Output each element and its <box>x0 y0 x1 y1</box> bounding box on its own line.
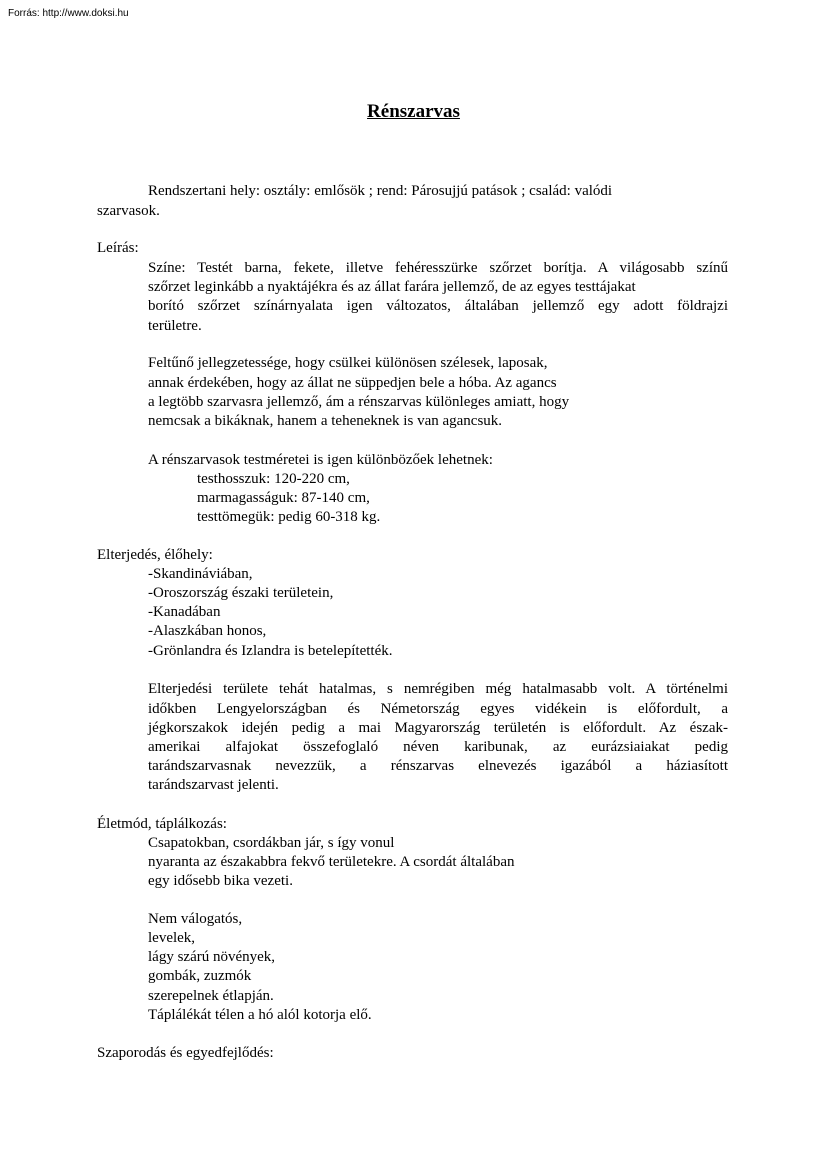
section-heading-leiras: Leírás: <box>97 240 139 256</box>
section-heading-szaporodas: Szaporodás és egyedfejlődés: <box>97 1045 274 1061</box>
hely-item: -Kanadában <box>148 604 221 620</box>
hely-item: -Alaszkában honos, <box>148 623 267 639</box>
csapat-line-1: Csapatokban, csordákban jár, s így vonul <box>148 835 395 851</box>
meret-testtomeg: testtömegük: pedig 60-318 kg. <box>197 509 381 525</box>
taplalek-item: gombák, zuzmók <box>148 968 252 984</box>
page-title: Rénszarvas <box>367 101 460 122</box>
csapat-line-2: nyaranta az északabbra fekvő területekre. A csordát általában <box>148 854 515 870</box>
szine-line-4: területre. <box>148 318 202 334</box>
elterjedes-line-2: időkben Lengyelországban és Németország egyes vidékein is előfordult, a <box>148 701 728 717</box>
feltuno-line-4: nemcsak a bikáknak, hanem a teheneknek is van agancsuk. <box>148 413 503 429</box>
taplalek-item: levelek, <box>148 930 196 946</box>
taplalek-item: lágy szárú növények, <box>148 949 276 965</box>
elterjedes-line-6: tarándszarvast jelenti. <box>148 777 279 793</box>
meretek-intro: A rénszarvasok testméretei is igen különbözőek lehetnek: <box>148 452 493 468</box>
meret-testhossz: testhosszuk: 120-220 cm, <box>197 471 350 487</box>
feltuno-line-2: annak érdekében, hogy az állat ne süppedjen bele a hóba. Az agancs <box>148 375 557 391</box>
elterjedes-line-4: amerikai alfajokat összefoglaló néven karibunak, az eurázsiaiakat pedig <box>148 739 728 755</box>
szine-line-1: Színe: Testét barna, fekete, illetve fehéresszürke szőrzet borítja. A világosabb színű <box>148 260 728 276</box>
szine-line-3: borító szőrzet színárnyalata igen változatos, általában jellemző egy adott földrajzi <box>148 298 728 314</box>
section-heading-eletmod: Életmód, táplálkozás: <box>97 816 227 832</box>
section-heading-elterjedes: Elterjedés, élőhely: <box>97 547 213 563</box>
feltuno-line-1: Feltűnő jellegzetessége, hogy csülkei különösen szélesek, laposak, <box>148 355 548 371</box>
source-note: Forrás: http://www.doksi.hu <box>8 8 129 19</box>
taplalek-item: szerepelnek étlapján. <box>148 988 274 1004</box>
intro-line-1: Rendszertani hely: osztály: emlősök ; rend: Párosujjú patások ; család: valódi <box>148 183 613 199</box>
taplalek-item: Táplálékát télen a hó alól kotorja elő. <box>148 1007 372 1023</box>
hely-item: -Grönlandra és Izlandra is betelepítették. <box>148 643 393 659</box>
szine-line-2: szőrzet leginkább a nyaktájékra és az állat farára jellemző, de az egyes testtájakat <box>148 279 636 295</box>
elterjedes-line-5: tarándszarvasnak nevezzük, a rénszarvas elnevezés igazából a háziasított <box>148 758 728 774</box>
elterjedes-line-1: Elterjedési területe tehát hatalmas, s nemrégiben még hatalmasabb volt. A történelmi <box>148 681 728 697</box>
hely-item: -Skandináviában, <box>148 566 253 582</box>
feltuno-line-3: a legtöbb szarvasra jellemző, ám a rénszarvas különleges amiatt, hogy <box>148 394 570 410</box>
csapat-line-3: egy idősebb bika vezeti. <box>148 873 293 889</box>
intro-line-2: szarvasok. <box>97 203 160 219</box>
meret-marmagassag: marmagasságuk: 87-140 cm, <box>197 490 370 506</box>
hely-item: -Oroszország északi területein, <box>148 585 334 601</box>
taplalek-item: Nem válogatós, <box>148 911 243 927</box>
elterjedes-line-3: jégkorszakok idején pedig a mai Magyarország területén is előfordult. Az észak- <box>148 720 728 736</box>
